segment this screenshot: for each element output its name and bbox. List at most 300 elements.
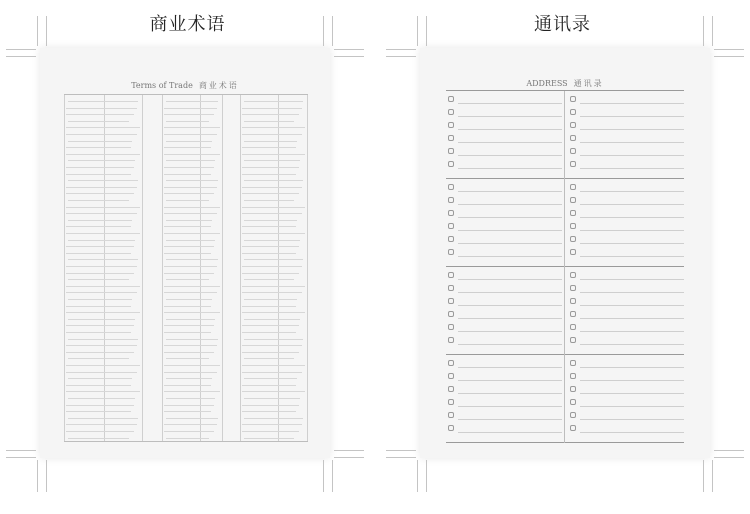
address-header-en: ADDRESS (526, 79, 568, 88)
terms-row-line (242, 345, 302, 346)
address-entry-line (580, 393, 684, 394)
terms-row-line (68, 160, 135, 161)
terms-row-line (66, 246, 134, 247)
terms-row-line (68, 319, 135, 320)
crop-mark (334, 49, 364, 50)
crop-mark (334, 457, 364, 458)
terms-row-line (68, 418, 138, 419)
address-entry-line (458, 256, 562, 257)
contact-field-icon (570, 337, 576, 343)
address-entry-line (458, 155, 562, 156)
terms-row-line (244, 398, 300, 399)
terms-row-line (68, 339, 138, 340)
terms-row-line (68, 200, 129, 201)
terms-row-line (166, 438, 209, 439)
terms-row-line (164, 312, 220, 313)
terms-row-line (242, 325, 299, 326)
terms-row-line (166, 358, 209, 359)
address-entry-line (458, 318, 562, 319)
terms-row-line (244, 200, 294, 201)
terms-row-line (244, 279, 294, 280)
terms-row-line (66, 253, 131, 254)
address-entry-line (458, 230, 562, 231)
contact-field-icon (570, 184, 576, 190)
terms-row-line (68, 240, 135, 241)
terms-row-line (164, 286, 220, 287)
terms-row-line (242, 154, 305, 155)
address-entry-line (580, 406, 684, 407)
terms-row-line (242, 187, 302, 188)
contact-field-icon (448, 285, 454, 291)
terms-row-line (164, 405, 214, 406)
terms-row-line (242, 312, 305, 313)
terms-row-line (242, 134, 302, 135)
terms-row-line (66, 365, 140, 366)
address-entry-line (580, 305, 684, 306)
terms-row-line (164, 345, 217, 346)
contact-field-icon (448, 272, 454, 278)
address-column-divider (564, 179, 565, 267)
terms-row-line (164, 167, 214, 168)
terms-row-line (164, 385, 211, 386)
address-block (446, 267, 684, 355)
terms-row-line (164, 411, 211, 412)
terms-row-line (66, 108, 137, 109)
address-entry-line (458, 331, 562, 332)
terms-row-line (166, 180, 218, 181)
terms-row-line (164, 306, 211, 307)
terms-row-line (242, 127, 305, 128)
crop-mark (714, 49, 744, 50)
contact-field-icon (570, 386, 576, 392)
address-entry-line (580, 230, 684, 231)
terms-column-divider (64, 95, 65, 441)
terms-column-divider (222, 95, 223, 441)
terms-row-line (66, 385, 131, 386)
terms-row-line (66, 167, 134, 168)
terms-row-line (166, 378, 212, 379)
contact-field-icon (448, 412, 454, 418)
address-page-sheet (420, 48, 710, 458)
terms-row-line (164, 174, 211, 175)
address-entry-line (458, 279, 562, 280)
terms-row-line (242, 213, 302, 214)
terms-row-line (244, 121, 294, 122)
crop-mark (6, 450, 36, 451)
contact-field-icon (448, 298, 454, 304)
address-entry-line (458, 142, 562, 143)
contact-field-icon (570, 249, 576, 255)
crop-mark (37, 16, 38, 46)
terms-row-line (242, 147, 296, 148)
terms-row-line (66, 193, 134, 194)
terms-row-line (242, 167, 299, 168)
address-entry-line (458, 116, 562, 117)
terms-row-line (66, 154, 140, 155)
terms-header-zh: 商业术语 (198, 81, 239, 90)
terms-row-line (244, 240, 300, 241)
crop-mark (714, 450, 744, 451)
contact-field-icon (448, 337, 454, 343)
terms-row-line (66, 424, 137, 425)
terms-row-line (242, 365, 305, 366)
terms-row-line (164, 246, 214, 247)
address-header-zh: 通讯录 (573, 79, 604, 88)
terms-row-line (68, 358, 129, 359)
address-entry-line (458, 243, 562, 244)
terms-row-line (244, 141, 297, 142)
panel-title: 通讯录 (534, 14, 591, 35)
panel-title: 商业术语 (149, 14, 226, 35)
terms-row-line (242, 286, 305, 287)
contact-field-icon (570, 210, 576, 216)
address-entry-line (458, 204, 562, 205)
terms-row-line (242, 193, 299, 194)
terms-row-line (66, 127, 140, 128)
address-entry-line (458, 432, 562, 433)
terms-table (64, 94, 308, 442)
terms-row-line (164, 187, 217, 188)
contact-field-icon (570, 272, 576, 278)
terms-row-line (166, 121, 209, 122)
contact-field-icon (448, 373, 454, 379)
terms-row-line (166, 240, 215, 241)
crop-mark (46, 460, 47, 492)
address-entry-line (458, 129, 562, 130)
crop-mark (46, 16, 47, 46)
crop-mark (426, 460, 427, 492)
contact-field-icon (570, 399, 576, 405)
terms-row-line (66, 292, 137, 293)
crop-mark (6, 49, 36, 50)
terms-row-line (244, 339, 303, 340)
address-entry-line (580, 279, 684, 280)
terms-row-line (166, 160, 215, 161)
crop-mark (334, 450, 364, 451)
terms-page-header (40, 80, 330, 91)
terms-row-line (66, 187, 137, 188)
terms-row-line (242, 253, 296, 254)
address-panel (375, 0, 750, 514)
address-entry-line (580, 432, 684, 433)
terms-row-line (244, 160, 300, 161)
address-entry-line (458, 191, 562, 192)
crop-mark (6, 56, 36, 57)
address-entry-line (580, 243, 684, 244)
crop-mark (332, 16, 333, 46)
address-column-divider (564, 91, 565, 179)
terms-column-divider (307, 95, 308, 441)
terms-row-line (164, 154, 220, 155)
terms-row-line (166, 339, 218, 340)
contact-field-icon (570, 223, 576, 229)
terms-row-line (66, 312, 140, 313)
terms-row-line (242, 207, 305, 208)
address-entry-line (458, 217, 562, 218)
terms-row-line (166, 299, 212, 300)
contact-field-icon (570, 285, 576, 291)
terms-row-line (68, 180, 138, 181)
terms-row-line (244, 220, 297, 221)
address-entry-line (580, 256, 684, 257)
address-entry-line (580, 380, 684, 381)
terms-row-line (164, 134, 217, 135)
terms-row-line (242, 385, 296, 386)
contact-field-icon (570, 412, 576, 418)
contact-field-icon (570, 298, 576, 304)
contact-field-icon (570, 360, 576, 366)
terms-row-line (66, 174, 131, 175)
crop-mark (714, 56, 744, 57)
terms-row-line (164, 127, 220, 128)
address-entry-line (580, 292, 684, 293)
address-column-divider (564, 267, 565, 355)
terms-row-line (66, 147, 131, 148)
contact-field-icon (448, 161, 454, 167)
contact-field-icon (448, 148, 454, 154)
terms-row-line (66, 114, 134, 115)
address-entry-line (580, 168, 684, 169)
address-entry-line (458, 305, 562, 306)
crop-mark (386, 450, 416, 451)
contact-field-icon (448, 324, 454, 330)
contact-field-icon (448, 399, 454, 405)
address-entry-line (580, 344, 684, 345)
terms-row-line (164, 332, 211, 333)
crop-mark (6, 457, 36, 458)
address-page-header (420, 78, 710, 89)
contact-field-icon (570, 373, 576, 379)
terms-row-line (244, 101, 303, 102)
terms-row-line (68, 438, 129, 439)
terms-row-line (244, 438, 294, 439)
contact-field-icon (570, 109, 576, 115)
terms-row-line (66, 286, 140, 287)
terms-row-line (164, 226, 211, 227)
contact-field-icon (448, 122, 454, 128)
terms-row-line (164, 207, 220, 208)
address-entry-line (580, 103, 684, 104)
crop-mark (417, 16, 418, 46)
contact-field-icon (570, 425, 576, 431)
contact-field-icon (448, 425, 454, 431)
terms-row-line (164, 325, 214, 326)
address-entry-line (458, 393, 562, 394)
terms-row-line (66, 213, 137, 214)
contact-field-icon (448, 311, 454, 317)
contact-field-icon (570, 148, 576, 154)
terms-row-line (242, 233, 305, 234)
contact-field-icon (448, 210, 454, 216)
terms-row-line (164, 147, 211, 148)
terms-row-line (164, 431, 214, 432)
terms-row-line (244, 378, 297, 379)
terms-row-line (164, 372, 217, 373)
terms-row-line (68, 398, 135, 399)
terms-row-line (244, 319, 300, 320)
terms-column-divider (240, 95, 241, 441)
terms-row-line (66, 431, 134, 432)
crop-mark (323, 16, 324, 46)
terms-row-line (66, 273, 134, 274)
address-entry-line (580, 116, 684, 117)
terms-row-line (166, 101, 218, 102)
crop-mark (323, 460, 324, 492)
address-entry-line (580, 204, 684, 205)
crop-mark (334, 56, 364, 57)
terms-row-line (66, 411, 131, 412)
contact-field-icon (570, 197, 576, 203)
terms-row-line (242, 372, 302, 373)
address-column-divider (564, 355, 565, 443)
terms-row-line (66, 325, 134, 326)
address-entry-line (458, 419, 562, 420)
address-entry-line (580, 217, 684, 218)
terms-row-line (242, 411, 296, 412)
terms-row-line (242, 405, 299, 406)
terms-column-divider (142, 95, 143, 441)
terms-row-line (242, 114, 299, 115)
address-entry-line (458, 406, 562, 407)
contact-field-icon (448, 249, 454, 255)
terms-row-line (242, 246, 299, 247)
contact-field-icon (570, 161, 576, 167)
contact-field-icon (570, 324, 576, 330)
contact-field-icon (570, 96, 576, 102)
terms-header-en: Terms of Trade (131, 81, 193, 90)
terms-row-line (244, 418, 303, 419)
terms-row-line (242, 273, 299, 274)
terms-row-line (166, 418, 218, 419)
terms-row-line (166, 398, 215, 399)
terms-row-line (68, 259, 138, 260)
terms-row-line (242, 431, 299, 432)
terms-row-line (242, 292, 302, 293)
crop-mark (426, 16, 427, 46)
terms-row-line (164, 108, 217, 109)
terms-row-line (242, 226, 296, 227)
terms-row-line (68, 121, 129, 122)
terms-row-line (68, 141, 132, 142)
terms-row-line (164, 424, 217, 425)
contact-field-icon (448, 96, 454, 102)
terms-row-line (66, 207, 140, 208)
crop-mark (417, 460, 418, 492)
crop-mark (386, 49, 416, 50)
terms-row-line (242, 266, 302, 267)
terms-row-line (242, 424, 302, 425)
terms-row-line (166, 200, 209, 201)
terms-row-line (164, 273, 214, 274)
terms-row-line (166, 259, 218, 260)
terms-row-line (68, 299, 132, 300)
address-entry-line (458, 380, 562, 381)
crop-mark (386, 457, 416, 458)
terms-row-line (66, 266, 137, 267)
terms-row-line (244, 358, 294, 359)
terms-row-line (164, 114, 214, 115)
contact-field-icon (448, 184, 454, 190)
address-entry-line (458, 292, 562, 293)
contact-field-icon (570, 122, 576, 128)
terms-row-line (244, 299, 297, 300)
terms-row-line (244, 180, 303, 181)
crop-mark (386, 56, 416, 57)
address-block (446, 179, 684, 267)
crop-mark (703, 16, 704, 46)
crop-mark (714, 457, 744, 458)
contact-field-icon (570, 311, 576, 317)
contact-field-icon (448, 386, 454, 392)
address-entry-line (580, 191, 684, 192)
terms-column-divider (162, 95, 163, 441)
terms-row-line (242, 174, 296, 175)
address-entry-line (580, 142, 684, 143)
address-entry-line (458, 103, 562, 104)
contact-field-icon (448, 197, 454, 203)
terms-row-line (166, 319, 215, 320)
address-entry-line (580, 367, 684, 368)
crop-mark (712, 460, 713, 492)
terms-row-line (166, 220, 212, 221)
address-block (446, 91, 684, 179)
terms-row-line (164, 233, 220, 234)
terms-row-line (68, 101, 138, 102)
address-entry-line (458, 344, 562, 345)
terms-row-line (242, 332, 296, 333)
terms-row-line (164, 391, 220, 392)
terms-row-line (66, 405, 134, 406)
terms-row-line (66, 233, 140, 234)
terms-row-line (164, 213, 217, 214)
terms-row-line (164, 253, 211, 254)
address-entry-line (580, 331, 684, 332)
terms-row-line (68, 279, 129, 280)
terms-page-sheet (40, 48, 330, 458)
terms-row-line (164, 193, 214, 194)
address-entry-line (580, 419, 684, 420)
contact-field-icon (570, 236, 576, 242)
terms-row-line (66, 306, 131, 307)
crop-mark (332, 460, 333, 492)
address-entry-line (580, 129, 684, 130)
terms-row-line (164, 292, 217, 293)
terms-row-line (66, 226, 131, 227)
crop-mark (37, 460, 38, 492)
terms-row-line (242, 391, 305, 392)
address-entry-line (580, 318, 684, 319)
address-block (446, 355, 684, 443)
crop-mark (703, 460, 704, 492)
terms-row-line (244, 259, 303, 260)
terms-row-line (164, 365, 220, 366)
terms-row-line (66, 352, 134, 353)
terms-row-line (164, 266, 217, 267)
terms-row-line (242, 352, 299, 353)
terms-row-line (68, 220, 132, 221)
terms-row-line (68, 378, 132, 379)
terms-row-line (66, 332, 131, 333)
contact-field-icon (448, 236, 454, 242)
contact-field-icon (448, 135, 454, 141)
terms-row-line (66, 391, 140, 392)
terms-row-line (166, 141, 212, 142)
address-table (446, 90, 684, 442)
terms-row-line (242, 306, 296, 307)
address-entry-line (580, 155, 684, 156)
terms-row-line (166, 279, 209, 280)
terms-row-line (164, 352, 214, 353)
